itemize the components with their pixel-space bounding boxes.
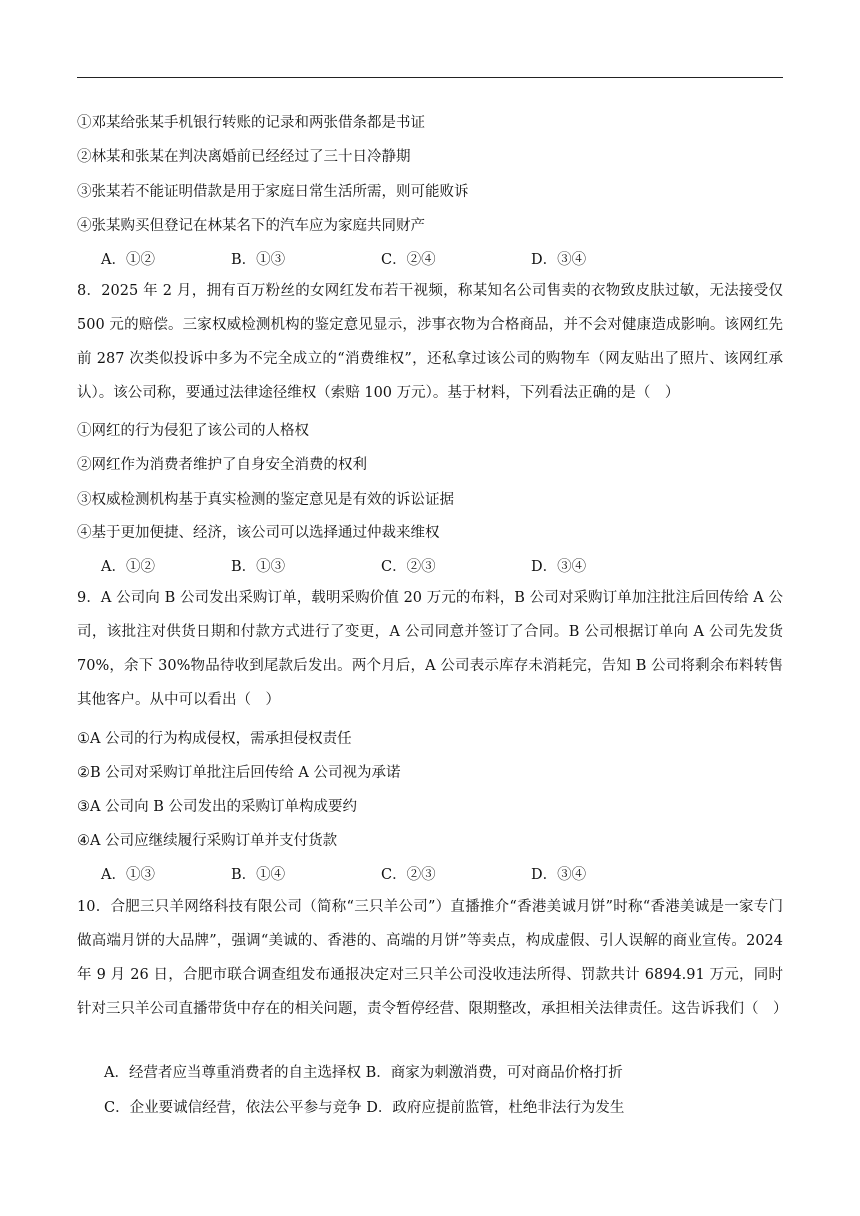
q8-statement-3: ③权威检测机构基于真实检测的鉴定意见是有效的诉讼证据 [77,492,454,508]
q7-statement-2: ②林某和张某在判决离婚前已经经过了三十日冷静期 [77,149,411,165]
q9-option-c[interactable]: C．②③ [381,867,436,883]
q8-question-text: 8．2025 年 2 月，拥有百万粉丝的女网红发布若干视频，称某知名公司售卖的衣物致皮肤过敏，无法接受仅 500 元的赔偿。三家权威检测机构的鉴定意见显示，涉事衣物为合格商品，并不会对健康造成影响。该网红先前 287 次类似投诉中多为不完全成立的“消费维权”，还私拿过该公司的购物车（网友贴出了照片、该网红承认）。该公司称，要通过法律途径维权（索赔 100 万元）。基于材料，下列看法正确的是（ ） [77,283,783,401]
q9-option-d[interactable]: D．③④ [531,867,587,883]
q8-option-a[interactable]: A．①② [101,559,155,575]
q9-option-a[interactable]: A．①③ [101,867,155,883]
q8-option-d[interactable]: D．③④ [531,559,587,575]
q9-option-b[interactable]: B．①④ [231,867,286,883]
q9-options [101,863,586,884]
q8-statement-1: ①网红的行为侵犯了该公司的人格权 [77,423,309,439]
q7-option-c[interactable]: C．②④ [381,252,436,268]
q8-options [101,555,586,576]
q8-option-b[interactable]: B．①③ [231,559,286,575]
q9-statement-2: ②B 公司对采购订单批注后回传给 A 公司视为承诺 [77,765,401,781]
header-rule [77,77,783,78]
q9-statement-4: ④A 公司应继续履行采购订单并支付货款 [77,833,338,849]
q8-option-c[interactable]: C．②③ [381,559,436,575]
q7-option-b[interactable]: B．①③ [231,252,286,268]
q10-options-row-1[interactable]: A．经营者应当尊重消费者的自主选择权 B．商家为刺激消费，可对商品价格打折 [104,1065,623,1081]
q7-option-d[interactable]: D．③④ [531,252,587,268]
q10-options-row-2[interactable]: C．企业要诚信经营，依法公平参与竞争 D．政府应提前监管，杜绝非法行为发生 [104,1100,625,1116]
q7-statement-1: ①邓某给张某手机银行转账的记录和两张借条都是书证 [77,115,425,131]
q10-question-text: 10．合肥三只羊网络科技有限公司（简称“三只羊公司”）直播推介“香港美诚月饼”时称“香港美诚是一家专门做高端月饼的大品牌”，强调“美诚的、香港的、高端的月饼”等卖点，构成虚假、引人误解的商业宣传。2024 年 9 月 26 日，合肥市联合调查组发布通报决定对三只羊公司没收违法所得、罚款共计 6894.91 万元，同时针对三只羊公司直播带货中存在的相关问题，责令暂停经营、限期整改，承担相关法律责任。这告诉我们（ ） [77,899,788,1017]
q8-statement-2: ②网红作为消费者维护了自身安全消费的权利 [77,457,367,473]
q8-statement-4: ④基于更加便捷、经济，该公司可以选择通过仲裁来维权 [77,525,440,541]
q7-options [101,248,586,269]
q9-statement-3: ③A 公司向 B 公司发出的采购订单构成要约 [77,799,357,815]
q7-statement-3: ③张某若不能证明借款是用于家庭日常生活所需，则可能败诉 [77,184,469,200]
q9-statement-1: ①A 公司的行为构成侵权，需承担侵权责任 [77,731,352,747]
q7-option-a[interactable]: A．①② [101,252,155,268]
q7-statement-4: ④张某购买但登记在林某名下的汽车应为家庭共同财产 [77,218,425,234]
q9-question-text: 9．A 公司向 B 公司发出采购订单，载明采购价值 20 万元的布料，B 公司对采购订单加注批注后回传给 A 公司，该批注对供货日期和付款方式进行了变更，A 公司同意并签订了合同。B 公司根据订单向 A 公司先发货 70%，余下 30%物品待收到尾款后发出。两个月后，A 公司表示库存未消耗完，告知 B 公司将剩余布料转售其他客户。从中可以看出（ ） [77,590,783,708]
